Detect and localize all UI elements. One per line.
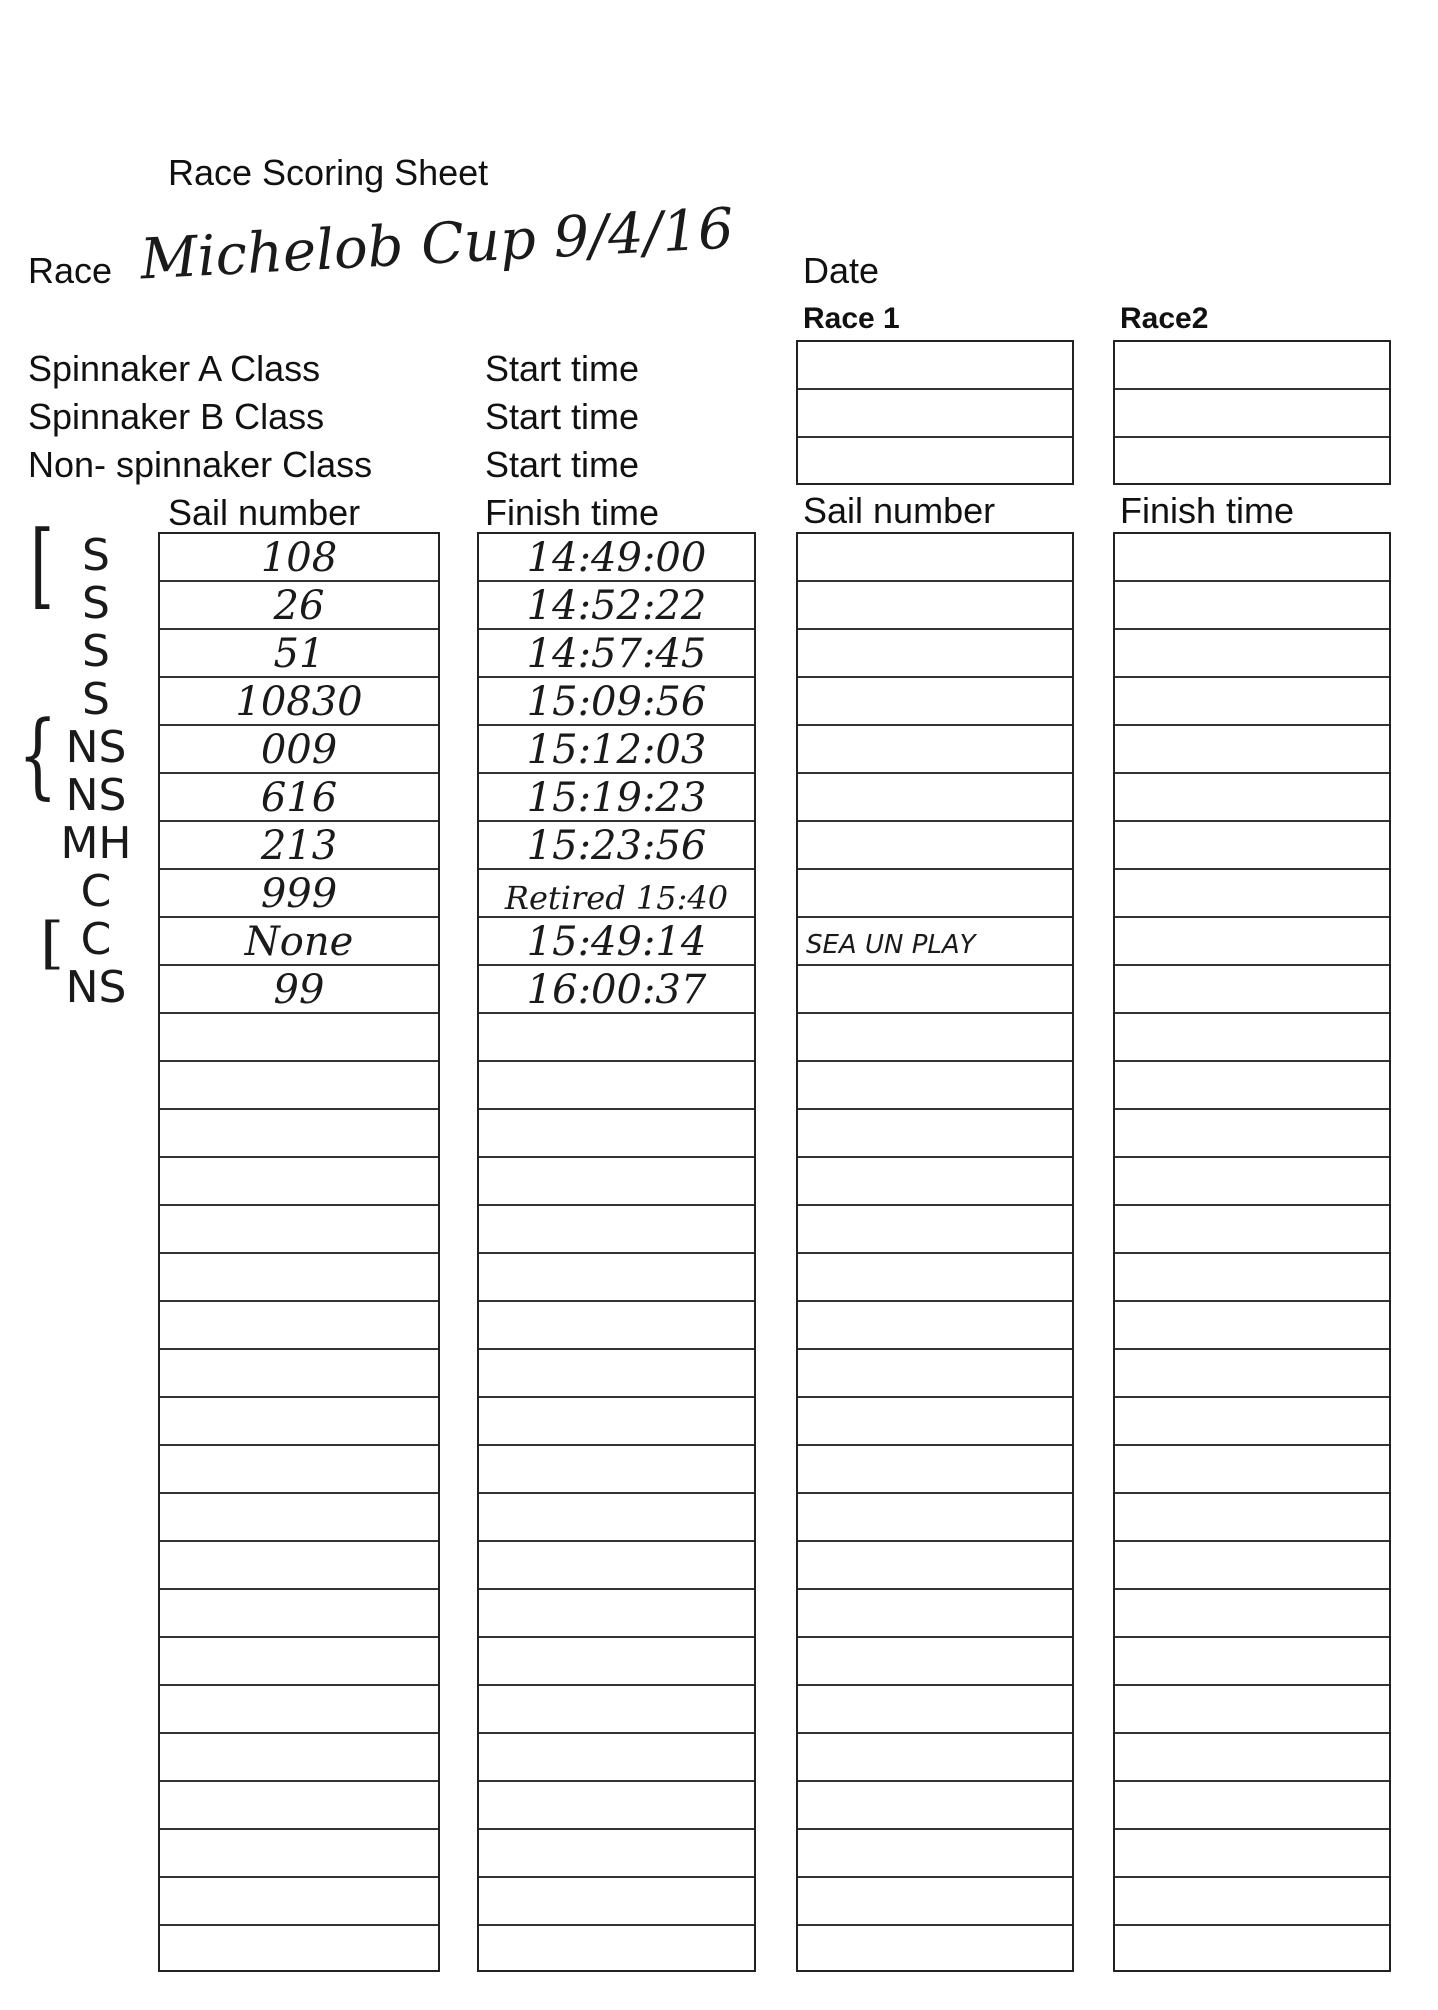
finish-cell-2[interactable]	[1115, 630, 1389, 678]
finish-cell[interactable]	[479, 1158, 754, 1206]
sail-number-value: 616	[260, 775, 338, 820]
race1-start-non[interactable]	[798, 438, 1072, 483]
finish-cell-2[interactable]	[1115, 1782, 1389, 1830]
race2-label: Race2	[1120, 302, 1209, 335]
finish-cell[interactable]	[479, 678, 754, 726]
race-name-handwritten: Michelob Cup 9/4/16	[138, 196, 736, 293]
sail-cell-2[interactable]	[798, 1014, 1072, 1062]
finish-cell-2[interactable]	[1115, 1446, 1389, 1494]
finish-cell[interactable]	[479, 1926, 754, 1974]
race1-start-times	[796, 340, 1074, 485]
race1-start-a[interactable]	[798, 342, 1072, 390]
sheet-title: Race Scoring Sheet	[168, 152, 489, 193]
bracket-ns-group: {	[18, 699, 58, 810]
sail-cell[interactable]	[160, 1926, 438, 1974]
finish-cell[interactable]	[479, 1206, 754, 1254]
sail-cell[interactable]	[160, 1206, 438, 1254]
class-code: C	[80, 866, 112, 917]
finish-time-value: 15:49:14	[526, 919, 707, 964]
finish-cell[interactable]	[479, 1014, 754, 1062]
sail-cell-2[interactable]	[798, 1206, 1072, 1254]
sail-cell-2[interactable]	[798, 1686, 1072, 1734]
bracket-c-group: [	[40, 909, 65, 976]
finish-time-column-2	[1113, 532, 1391, 1972]
sail-cell-2[interactable]	[798, 918, 1072, 966]
sail-cell-2[interactable]	[798, 1542, 1072, 1590]
sail-cell-2[interactable]	[798, 1110, 1072, 1158]
sail-cell[interactable]	[160, 582, 438, 630]
class-code: S	[82, 530, 110, 581]
sail-cell[interactable]	[160, 966, 438, 1014]
finish-time-value: 15:19:23	[526, 775, 707, 820]
sail-cell[interactable]	[160, 774, 438, 822]
finish-cell-2[interactable]	[1115, 1254, 1389, 1302]
sail-cell-2[interactable]	[798, 1398, 1072, 1446]
finish-cell-2[interactable]	[1115, 918, 1389, 966]
sail-cell[interactable]	[160, 1062, 438, 1110]
sail-number-column-2	[796, 532, 1074, 1972]
finish-cell-2[interactable]	[1115, 1398, 1389, 1446]
sail-cell[interactable]	[160, 1254, 438, 1302]
sail-cell-2[interactable]	[798, 1158, 1072, 1206]
finish-cell-2[interactable]	[1115, 1302, 1389, 1350]
finish-cell[interactable]	[479, 1254, 754, 1302]
sail-cell-2[interactable]	[798, 870, 1072, 918]
finish-cell[interactable]	[479, 630, 754, 678]
race2-start-a[interactable]	[1115, 342, 1389, 390]
finish-cell[interactable]	[479, 918, 754, 966]
sail-cell[interactable]	[160, 870, 438, 918]
start-time-label-non: Start time	[485, 444, 640, 485]
sail-cell-2[interactable]	[798, 822, 1072, 870]
sail-cell-2[interactable]	[798, 1878, 1072, 1926]
sail-cell-2[interactable]	[798, 1446, 1072, 1494]
finish-cell[interactable]	[479, 966, 754, 1014]
finish-cell-2[interactable]	[1115, 1638, 1389, 1686]
finish-cell-2[interactable]	[1115, 774, 1389, 822]
class-code: MH	[60, 818, 132, 869]
finish-cell[interactable]	[479, 1494, 754, 1542]
sail-cell[interactable]	[160, 1686, 438, 1734]
sail-cell[interactable]	[160, 1734, 438, 1782]
sail-cell-2[interactable]	[798, 630, 1072, 678]
sail-number-value: 99	[273, 967, 325, 1012]
sail-cell-2[interactable]	[798, 726, 1072, 774]
sail-cell[interactable]	[160, 1542, 438, 1590]
finish-cell[interactable]	[479, 1542, 754, 1590]
finish-cell-2[interactable]	[1115, 582, 1389, 630]
sail-cell-2[interactable]	[798, 1350, 1072, 1398]
finish-cell-2[interactable]	[1115, 1158, 1389, 1206]
sail-cell-2[interactable]	[798, 1734, 1072, 1782]
finish-cell[interactable]	[479, 822, 754, 870]
note-value: SEA UN PLAY	[806, 930, 976, 960]
sail-cell-2[interactable]	[798, 1494, 1072, 1542]
finish-cell[interactable]	[479, 1734, 754, 1782]
class-code: NS	[65, 722, 127, 773]
sail-cell-2[interactable]	[798, 1830, 1072, 1878]
finish-cell-2[interactable]	[1115, 1062, 1389, 1110]
finish-cell-2[interactable]	[1115, 1350, 1389, 1398]
finish-cell[interactable]	[479, 1782, 754, 1830]
race1-label: Race 1	[803, 302, 900, 335]
class-code: S	[82, 578, 110, 629]
finish-cell[interactable]	[479, 1830, 754, 1878]
sail-cell[interactable]	[160, 1110, 438, 1158]
sail-number-value: 26	[273, 583, 325, 628]
sail-number-value: None	[244, 919, 354, 964]
sail-number-header-2: Sail number	[803, 490, 996, 531]
finish-time-value: 14:57:45	[526, 631, 707, 676]
sail-number-column	[158, 532, 440, 1972]
finish-cell[interactable]	[479, 774, 754, 822]
finish-cell[interactable]	[479, 870, 754, 918]
race1-start-b[interactable]	[798, 390, 1072, 438]
finish-time-value: 15:23:56	[526, 823, 707, 868]
sail-cell[interactable]	[160, 1302, 438, 1350]
finish-time-value: 14:49:00	[526, 535, 707, 580]
finish-cell[interactable]	[479, 1878, 754, 1926]
class-code: S	[82, 626, 110, 677]
finish-cell-2[interactable]	[1115, 1110, 1389, 1158]
race2-start-times	[1113, 340, 1391, 485]
finish-cell[interactable]	[479, 1302, 754, 1350]
sail-cell[interactable]	[160, 678, 438, 726]
finish-cell-2[interactable]	[1115, 1926, 1389, 1974]
sail-cell-2[interactable]	[798, 678, 1072, 726]
sail-cell-2[interactable]	[798, 1926, 1072, 1974]
class-label-non-spinnaker: Non- spinnaker Class	[28, 444, 373, 485]
sail-cell[interactable]	[160, 630, 438, 678]
sail-cell-2[interactable]	[798, 1590, 1072, 1638]
race2-start-b[interactable]	[1115, 390, 1389, 438]
sail-cell-2[interactable]	[798, 1302, 1072, 1350]
finish-cell[interactable]	[479, 1590, 754, 1638]
finish-time-value: 15:09:56	[526, 679, 707, 724]
sail-cell[interactable]	[160, 918, 438, 966]
sail-number-value: 213	[260, 823, 338, 868]
sail-cell-2[interactable]	[798, 966, 1072, 1014]
sail-cell-2[interactable]	[798, 1062, 1072, 1110]
sail-cell-2[interactable]	[798, 1254, 1072, 1302]
sail-cell[interactable]	[160, 1782, 438, 1830]
sail-number-value: 009	[260, 727, 338, 772]
date-label: Date	[803, 250, 880, 291]
finish-cell-2[interactable]	[1115, 966, 1389, 1014]
sail-cell-2[interactable]	[798, 774, 1072, 822]
class-label-spinnaker-a: Spinnaker A Class	[28, 348, 321, 389]
finish-cell-2[interactable]	[1115, 1590, 1389, 1638]
finish-cell[interactable]	[479, 582, 754, 630]
finish-cell[interactable]	[479, 1398, 754, 1446]
finish-cell-2[interactable]	[1115, 1878, 1389, 1926]
finish-cell-2[interactable]	[1115, 1686, 1389, 1734]
finish-cell-2[interactable]	[1115, 1206, 1389, 1254]
sail-cell[interactable]	[160, 1638, 438, 1686]
finish-time-column	[477, 532, 756, 1972]
finish-time-value: 15:12:03	[526, 727, 707, 772]
finish-cell[interactable]	[479, 1446, 754, 1494]
finish-cell[interactable]	[479, 1686, 754, 1734]
race-label: Race	[28, 250, 113, 291]
sail-cell[interactable]	[160, 534, 438, 582]
finish-time-value: 14:52:22	[526, 583, 707, 628]
start-time-label-b: Start time	[485, 396, 640, 437]
finish-cell[interactable]	[479, 1110, 754, 1158]
sail-cell-2[interactable]	[798, 534, 1072, 582]
finish-cell[interactable]	[479, 726, 754, 774]
finish-cell-2[interactable]	[1115, 678, 1389, 726]
finish-cell-2[interactable]	[1115, 822, 1389, 870]
finish-time-value: 16:00:37	[526, 967, 707, 1012]
sail-cell[interactable]	[160, 1830, 438, 1878]
class-code: S	[82, 674, 110, 725]
sail-number-value: 10830	[235, 679, 363, 724]
finish-cell[interactable]	[479, 1062, 754, 1110]
finish-cell-2[interactable]	[1115, 534, 1389, 582]
sail-cell[interactable]	[160, 1398, 438, 1446]
sail-cell[interactable]	[160, 1014, 438, 1062]
sail-number-header: Sail number	[168, 492, 361, 533]
finish-cell[interactable]	[479, 534, 754, 582]
finish-cell[interactable]	[479, 1638, 754, 1686]
finish-cell[interactable]	[479, 1350, 754, 1398]
sail-cell[interactable]	[160, 726, 438, 774]
sail-cell-2[interactable]	[798, 1638, 1072, 1686]
class-code: C	[80, 914, 112, 965]
finish-cell-2[interactable]	[1115, 1734, 1389, 1782]
sail-number-value: 108	[260, 535, 338, 580]
class-code: NS	[65, 770, 127, 821]
sail-number-value: 999	[260, 871, 338, 916]
sail-cell[interactable]	[160, 1446, 438, 1494]
finish-time-value: Retired 15:40	[504, 879, 729, 916]
finish-time-header-2: Finish time	[1120, 490, 1295, 531]
finish-cell-2[interactable]	[1115, 1542, 1389, 1590]
race2-start-non[interactable]	[1115, 438, 1389, 483]
finish-cell-2[interactable]	[1115, 1014, 1389, 1062]
class-code: NS	[65, 962, 127, 1013]
sail-cell[interactable]	[160, 1590, 438, 1638]
finish-cell-2[interactable]	[1115, 726, 1389, 774]
finish-cell-2[interactable]	[1115, 1494, 1389, 1542]
finish-time-header: Finish time	[485, 492, 660, 533]
sail-cell[interactable]	[160, 1494, 438, 1542]
finish-cell-2[interactable]	[1115, 870, 1389, 918]
sail-cell-2[interactable]	[798, 1782, 1072, 1830]
sail-cell[interactable]	[160, 1158, 438, 1206]
sail-cell[interactable]	[160, 1350, 438, 1398]
sail-number-value: 51	[273, 631, 325, 676]
sail-cell[interactable]	[160, 822, 438, 870]
finish-cell-2[interactable]	[1115, 1830, 1389, 1878]
sail-cell[interactable]	[160, 1878, 438, 1926]
start-time-label-a: Start time	[485, 348, 640, 389]
sail-cell-2[interactable]	[798, 582, 1072, 630]
bracket-s-group: [	[30, 509, 55, 620]
class-label-spinnaker-b: Spinnaker B Class	[28, 396, 325, 437]
